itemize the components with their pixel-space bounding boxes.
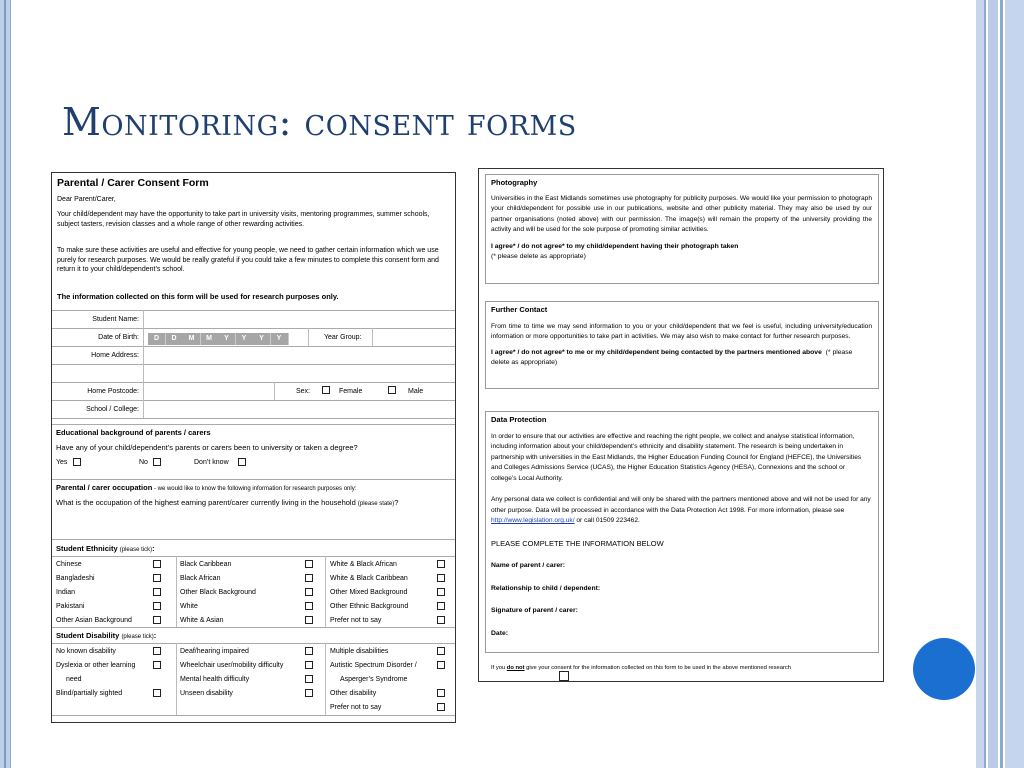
occupation-field[interactable] <box>54 510 453 534</box>
ethnicity-option-label: White <box>180 603 198 610</box>
dob-label: Date of Birth: <box>98 334 139 341</box>
complete-below-text: PLEASE COMPLETE THE INFORMATION BELOW <box>491 538 664 548</box>
intro-paragraph: Your child/dependent may have the opportunity to take part in university visits, mentoring programmes, summer schools, subject tasters, revision classes and a whole range of other rewarding activities. <box>57 211 430 228</box>
dob-cell[interactable]: Y <box>218 333 236 345</box>
ethnicity-option-checkbox[interactable] <box>153 602 161 610</box>
research-note: The information collected on this form will be used for research purposes only. <box>57 292 339 301</box>
ethnicity-option-label: White & Black African <box>330 561 397 568</box>
disability-option-checkbox[interactable] <box>437 703 445 711</box>
decorative-circle <box>913 638 975 700</box>
edu-yes-checkbox[interactable] <box>73 458 81 466</box>
school-field[interactable] <box>144 401 456 418</box>
disability-option-label: Deaf/hearing impaired <box>180 648 249 655</box>
ethnicity-option-checkbox[interactable] <box>437 574 445 582</box>
male-checkbox[interactable] <box>388 386 396 394</box>
home-postcode-field[interactable] <box>144 383 274 400</box>
slide-title: Monitoring: consent forms <box>62 100 577 144</box>
contact-agree: I agree* / do not agree* to me or my child/dependent being contacted by the partners mentioned above <box>491 348 822 356</box>
edu-question: Have any of your child/dependent’s parents or carers been to university or taken a degree? <box>56 443 358 452</box>
ethnicity-option-label: Prefer not to say <box>330 617 382 624</box>
date-label: Date: <box>491 629 508 637</box>
data-protection-text: In order to ensure that our activities are effective and reaching the right people, we collect and analyse statistical information, including information about your child/dependent’s ethnicity and disability statement. The research is being undertaken in partnership with universities in the East Midlands, the Higher Education Funding Council for England (HEFCE), the Universities and Colleges Admissions Service (UCAS), the Higher Education Statistics Agency (HESA), Connexions and the school or college’s Local Authority. <box>491 432 862 482</box>
dob-cell[interactable]: D <box>166 333 184 345</box>
disability-option-label: Autistic Spectrum Disorder / <box>330 662 417 669</box>
form-title: Parental / Carer Consent Form <box>57 177 209 189</box>
ethnicity-option-checkbox[interactable] <box>437 616 445 624</box>
disability-option-label: Mental health difficulty <box>180 676 250 683</box>
contact-note: (* please delete as appropriate) <box>491 348 853 366</box>
disability-option-checkbox[interactable] <box>153 661 161 669</box>
home-address-field[interactable] <box>144 347 456 382</box>
edu-no-checkbox[interactable] <box>153 458 161 466</box>
ethnicity-option-label: Pakistani <box>56 603 85 610</box>
disability-option-checkbox[interactable] <box>437 689 445 697</box>
ethnicity-option-checkbox[interactable] <box>153 560 161 568</box>
year-group-field[interactable] <box>373 329 456 346</box>
disability-option-label: Blind/partially sighted <box>56 690 123 697</box>
contact-heading: Further Contact <box>491 305 548 314</box>
year-group-label: Year Group: <box>324 334 362 341</box>
female-label: Female <box>339 388 363 395</box>
ethnicity-option-label: Other Mixed Background <box>330 589 408 596</box>
female-checkbox[interactable] <box>322 386 330 394</box>
home-address-label: Home Address: <box>91 352 139 359</box>
parent-name-label: Name of parent / carer: <box>491 562 566 569</box>
ethnicity-option-checkbox[interactable] <box>305 574 313 582</box>
disability-option-label: need <box>66 676 82 683</box>
ethnicity-note: (please tick) <box>119 547 153 553</box>
occupation-question-note: (please state) <box>357 501 395 507</box>
opt-out-checkbox[interactable] <box>559 671 569 681</box>
ethnicity-option-label: White & Asian <box>180 617 224 624</box>
photography-agree: I agree* / do not agree* to my child/dependent having their photograph taken <box>491 242 739 250</box>
photography-heading: Photography <box>491 178 538 187</box>
male-label: Male <box>408 388 424 395</box>
data-protection-section: Data Protection In order to ensure that our activities are effective and reaching the right people, we collect and analyse statistical information, including information about your child/dependent’s ethnicity and disability statement. The research is being undertaken in partnership with universities in the East Midlands, the Higher Education Funding Council for England (HEFCE), the Universities and Colleges Admissions Service (UCAS), the Higher Education Statistics Agency (HESA), Connexions and the school or college’s Local Authority. Any personal data we collect is confidential and will only be shared with the partners mentioned above and will not be used for any other purpose. Data will be processed in accordance with the Data Protection Act 1998. For more information, please see http://www.legislation.org.uk/ or call 01509 223462. PLEASE COMPLETE THE INFORMATION BELOW Name of parent / carer: Relationship to child / dependent: Signature of parent / carer: Date: <box>485 411 879 653</box>
ethnicity-option-label: White & Black Caribbean <box>330 575 408 582</box>
ethnicity-option-label: Bangladeshi <box>56 575 95 582</box>
purpose-paragraph: To make sure these activities are useful and effective for young people, we need to gather certain information which we use purely for research purposes. We would be really grateful if you could take a few minutes to complete this consent form and return it to your child/dependent’s school. <box>57 247 439 273</box>
disability-note: (please tick) <box>121 634 154 640</box>
photography-note: (* please delete as appropriate) <box>491 253 586 260</box>
disability-option-checkbox[interactable] <box>437 647 445 655</box>
disability-option-label: Dyslexia or other learning <box>56 662 136 669</box>
disability-heading: Student Disability <box>56 631 120 640</box>
left-frame-border <box>0 0 11 768</box>
signature-label: Signature of parent / carer: <box>491 607 578 614</box>
ethnicity-option-checkbox[interactable] <box>437 602 445 610</box>
disability-option-checkbox[interactable] <box>305 675 313 683</box>
ethnicity-option-checkbox[interactable] <box>305 602 313 610</box>
opt-out-text: If you do not give your consent for the information collected on this form to be used in the above mentioned research <box>491 665 792 671</box>
disability-option-label: Other disability <box>330 690 377 697</box>
occupation-note: - we would like to know the following information for research purposes only: <box>152 486 357 492</box>
parental-consent-form: Parental / Carer Consent Form Dear Parent/Carer, Your child/dependent may have the opportunity to take part in university visits, mentoring programmes, summer schools, subject tasters, revision classes and a whole range of other rewarding activities. To make sure these activities are useful and effective for young people, we need to gather certain information which we use purely for research purposes. We would be really grateful if you could take a few minutes to complete this consent form and return it to your child/dependent’s school. The information collected on this form will be used for research purposes only. Student Name: Date of Birth: D D M M Y Y Y Y Year Group: Home Address: Home Postcode: Sex: Female Male School / College: Educational background of parents / carers Have any of your child/dependent’s parents or carers been to university or taken a degree? Yes No Don’t know Parental / carer occupation - we would like to know the following information for research purposes only: What is the occupation of the highest earning parent/carer currently living in the household (please state)? Student Ethnicity (please tick): Chinese Bangladeshi Indian Pakistani Other Asian Background Black Caribbean Black African Other Black Background White White & Asian White & Black African White & Black Caribbean Other Mixed Background Other Ethnic Background Prefer not to say Student Disability (please tick): No known disability Dyslexia or other learning need Blind/partially sighted Deaf/hearing impaired Wheelchair user/mobility difficulty Mental health difficulty Unseen disability Multiple disabilities Autistic Spectrum Disorder / Asperger’s Syndrome Other disability Prefer not to say <box>51 172 456 723</box>
ethnicity-option-checkbox[interactable] <box>305 616 313 624</box>
disability-option-label: Unseen disability <box>180 690 233 697</box>
ethnicity-option-checkbox[interactable] <box>437 560 445 568</box>
occupation-heading: Parental / carer occupation <box>56 483 153 492</box>
further-contact-section <box>485 301 879 389</box>
photography-section <box>485 174 879 284</box>
data-protection-heading: Data Protection <box>491 415 547 424</box>
sex-label: Sex: <box>296 388 311 395</box>
photography-text: Universities in the East Midlands sometimes use photography for publicity purposes. We would like your permission to photograph your child/dependent for possible use in our publications, website and other publicity material. They may also be used by our partner organisations (noted above) with our permission. The image(s) will remain the property of the university providing the activity and will be used for the sole purpose of promoting similar activities. <box>491 194 872 233</box>
occupation-question: What is the occupation of the highest earning parent/carer currently living in the household <box>56 498 356 507</box>
no-label: No <box>139 459 148 466</box>
disability-option-checkbox[interactable] <box>437 661 445 669</box>
ethnicity-option-checkbox[interactable] <box>305 588 313 596</box>
disability-option-checkbox[interactable] <box>153 689 161 697</box>
dob-cell[interactable]: Y <box>236 333 254 345</box>
ethnicity-option-checkbox[interactable] <box>153 588 161 596</box>
home-postcode-label: Home Postcode: <box>87 388 139 395</box>
disability-option-checkbox[interactable] <box>305 647 313 655</box>
disability-option-checkbox[interactable] <box>305 689 313 697</box>
dob-cell[interactable]: Y <box>253 333 271 345</box>
dob-cell[interactable]: M <box>201 333 219 345</box>
dob-cell[interactable]: D <box>148 333 166 345</box>
ethnicity-option-checkbox[interactable] <box>305 560 313 568</box>
ethnicity-option-checkbox[interactable] <box>437 588 445 596</box>
dob-cell[interactable]: Y <box>271 333 289 345</box>
student-name-label: Student Name: <box>92 316 139 323</box>
ethnicity-option-label: Black African <box>180 575 221 582</box>
disability-option-label: Wheelchair user/mobility difficulty <box>180 662 284 669</box>
ethnicity-option-label: Other Black Background <box>180 589 256 596</box>
ethnicity-option-label: Black Caribbean <box>180 561 232 568</box>
edu-heading: Educational background of parents / carers <box>56 428 211 437</box>
student-name-field[interactable] <box>144 311 456 328</box>
consent-form-continued <box>478 168 884 682</box>
ethnicity-option-label: Other Asian Background <box>56 617 132 624</box>
ethnicity-option-checkbox[interactable] <box>153 574 161 582</box>
legislation-link[interactable]: http://www.legislation.org.uk/ <box>491 517 575 524</box>
ethnicity-heading: Student Ethnicity <box>56 544 118 553</box>
edu-dont-know-checkbox[interactable] <box>238 458 246 466</box>
dob-cell[interactable]: M <box>183 333 201 345</box>
school-label: School / College: <box>86 406 139 413</box>
ethnicity-option-label: Chinese <box>56 561 82 568</box>
disability-option-label: No known disability <box>56 648 116 655</box>
disability-option-label: Prefer not to say <box>330 704 382 711</box>
dont-know-label: Don’t know <box>194 459 229 466</box>
ethnicity-option-checkbox[interactable] <box>153 616 161 624</box>
ethnicity-option-label: Other Ethnic Background <box>330 603 409 610</box>
disability-option-label: Multiple disabilities <box>330 648 389 655</box>
disability-option-checkbox[interactable] <box>153 647 161 655</box>
right-frame-border <box>976 0 1024 768</box>
disability-option-checkbox[interactable] <box>305 661 313 669</box>
relationship-label: Relationship to child / dependent: <box>491 584 601 592</box>
yes-label: Yes <box>56 459 68 466</box>
contact-text: From time to time we may send information to you or your child/dependent that we feel is useful, including university/education information or more opportunities to take part in activities. We may also wish to make contact for further research purposes. <box>491 322 872 340</box>
ethnicity-option-label: Indian <box>56 589 76 596</box>
greeting: Dear Parent/Carer, <box>57 196 116 203</box>
disability-option-label: Asperger’s Syndrome <box>340 676 408 683</box>
